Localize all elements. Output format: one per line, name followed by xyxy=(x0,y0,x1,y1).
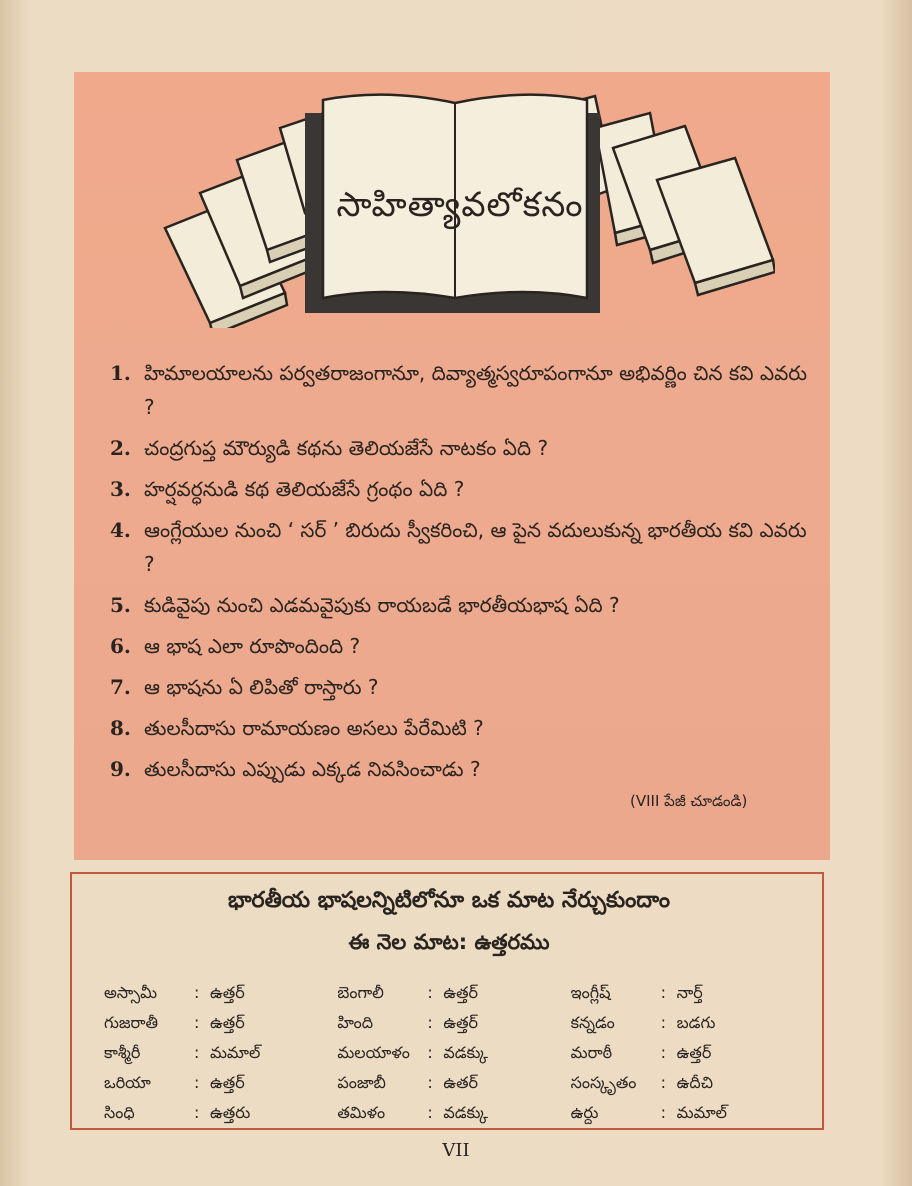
question-list xyxy=(110,356,810,793)
language-name: బెంగాలీ xyxy=(337,983,384,1002)
language-name: సంస్కృతం xyxy=(570,1073,637,1092)
question-item xyxy=(110,670,810,704)
quiz-title: సాహిత్యావలోకనం xyxy=(336,185,584,225)
question-text: హర్షవర్ధనుడి కథ తెలియజేసే గ్రంథం ఏది ? xyxy=(144,477,465,501)
language-name: మరాఠీ xyxy=(570,1043,613,1062)
separator: : xyxy=(427,1043,433,1062)
language-cell xyxy=(337,1098,570,1128)
language-cell xyxy=(571,1068,804,1098)
question-text: చంద్రగుప్త మౌర్యుడి కథను తెలియజేసే నాటకం ఏది ? xyxy=(144,436,549,460)
translated-word: మమాల్ xyxy=(210,1043,261,1062)
separator: : xyxy=(660,1103,667,1122)
separator: : xyxy=(194,1073,200,1092)
language-name: ఉర్దు xyxy=(570,1103,599,1122)
language-name: తమిళం xyxy=(337,1103,386,1122)
translated-word: ఉత్తర్ xyxy=(676,1043,712,1062)
language-cell xyxy=(337,1008,570,1038)
question-text: ఆంగ్లేయుల నుంచి ‘ సర్ ’ బిరుదు స్వీకరించి, ఆ పైన వదులుకున్న భారతీయ కవి ఎవరు ? xyxy=(144,518,807,576)
translated-word: నార్త్ xyxy=(676,983,703,1002)
question-item xyxy=(110,629,810,663)
question-text: తులసీదాసు రామాయణం అసలు పేరేమిటి ? xyxy=(144,716,484,740)
answer-page-reference: (VIII పేజీ చూడండి) xyxy=(630,792,748,810)
language-name: అస్సామీ xyxy=(104,983,158,1002)
word-box-subheading: ఈ నెల మాట: ఉత్తరము xyxy=(348,930,550,954)
table-row xyxy=(104,1068,804,1098)
translated-word: ఉత్తరు xyxy=(210,1103,251,1122)
language-name: కాశ్మీరీ xyxy=(104,1043,141,1062)
language-cell xyxy=(104,978,337,1008)
language-cell xyxy=(571,1008,804,1038)
question-number: 8. xyxy=(110,716,131,740)
question-text: ఆ భాషను ఏ లిపితో రాస్తారు ? xyxy=(144,675,379,699)
question-number: 7. xyxy=(110,675,131,699)
question-item xyxy=(110,588,810,622)
translated-word: ఉత్తర్ xyxy=(210,983,245,1002)
translated-word: బడగు xyxy=(676,1013,716,1032)
word-box-heading: భారతీయ భాషలన్నిటిలోనూ ఒక మాట నేర్చుకుందాం xyxy=(227,888,671,913)
question-number: 9. xyxy=(110,757,131,781)
question-number: 3. xyxy=(110,477,131,501)
language-cell xyxy=(104,1038,337,1068)
translated-word: వడక్కు xyxy=(443,1043,488,1062)
translated-word: ఉదీచి xyxy=(676,1073,713,1092)
question-item xyxy=(110,356,810,424)
language-cell xyxy=(571,1038,804,1068)
separator: : xyxy=(427,1103,433,1122)
language-cell xyxy=(337,1038,570,1068)
language-name: హింది xyxy=(337,1013,374,1032)
translated-word: మమాల్ xyxy=(676,1103,727,1122)
language-word-table xyxy=(104,978,804,1128)
question-text: తులసీదాసు ఎప్పుడు ఎక్కడ నివసించాడు ? xyxy=(144,757,481,781)
separator: : xyxy=(660,983,667,1002)
question-number: 6. xyxy=(110,634,131,658)
question-item xyxy=(110,513,810,581)
translated-word: వడక్కు xyxy=(443,1103,488,1122)
language-name: ఒరియా xyxy=(104,1073,151,1092)
language-cell xyxy=(104,1008,337,1038)
question-text: ఆ భాష ఎలా రూపొందింది ? xyxy=(144,634,361,658)
table-row xyxy=(104,978,804,1008)
separator: : xyxy=(427,1073,433,1092)
language-cell xyxy=(104,1098,337,1128)
translated-word: ఉత్తర్ xyxy=(210,1013,245,1032)
question-item xyxy=(110,472,810,506)
language-cell xyxy=(571,1098,804,1128)
translated-word: ఉత్తర్ xyxy=(210,1073,245,1092)
separator: : xyxy=(660,1043,667,1062)
language-cell xyxy=(104,1068,337,1098)
language-name: పంజాబీ xyxy=(337,1073,386,1092)
right-book-4 xyxy=(657,158,775,295)
table-row xyxy=(104,1038,804,1068)
language-name: మలయాళం xyxy=(337,1043,410,1062)
question-text: హిమాలయాలను పర్వతరాజంగానూ, దివ్యాత్మస్వరూపంగానూ అభివర్ణిం చిన కవి ఎవరు ? xyxy=(144,361,808,419)
word-of-month-box xyxy=(70,872,824,1130)
page-number: VII xyxy=(442,1140,470,1161)
language-name: సింధి xyxy=(104,1103,135,1122)
table-row xyxy=(104,1008,804,1038)
separator: : xyxy=(660,1073,667,1092)
question-item xyxy=(110,752,810,786)
table-row xyxy=(104,1098,804,1128)
translated-word: ఉత్తర్ xyxy=(443,983,479,1002)
separator: : xyxy=(660,1013,667,1032)
language-cell xyxy=(337,1068,570,1098)
separator: : xyxy=(194,1043,200,1062)
question-text: కుడివైపు నుంచి ఎడమవైపుకు రాయబడే భారతీయభాష ఏది ? xyxy=(144,593,620,617)
language-cell xyxy=(337,978,570,1008)
language-name: కన్నడం xyxy=(570,1013,615,1032)
question-number: 2. xyxy=(110,436,131,460)
separator: : xyxy=(194,983,200,1002)
language-cell xyxy=(571,978,804,1008)
question-item xyxy=(110,711,810,745)
question-number: 5. xyxy=(110,593,131,617)
question-number: 1. xyxy=(110,361,131,385)
question-item xyxy=(110,431,810,465)
separator: : xyxy=(427,1013,433,1032)
language-name: ఇంగ్లీష్ xyxy=(570,983,611,1002)
language-name: గుజరాతీ xyxy=(104,1013,159,1032)
separator: : xyxy=(194,1103,200,1122)
translated-word: ఉతర్ xyxy=(443,1073,479,1092)
separator: : xyxy=(427,983,433,1002)
translated-word: ఉత్తర్ xyxy=(443,1013,479,1032)
question-number: 4. xyxy=(110,518,131,542)
separator: : xyxy=(194,1013,200,1032)
